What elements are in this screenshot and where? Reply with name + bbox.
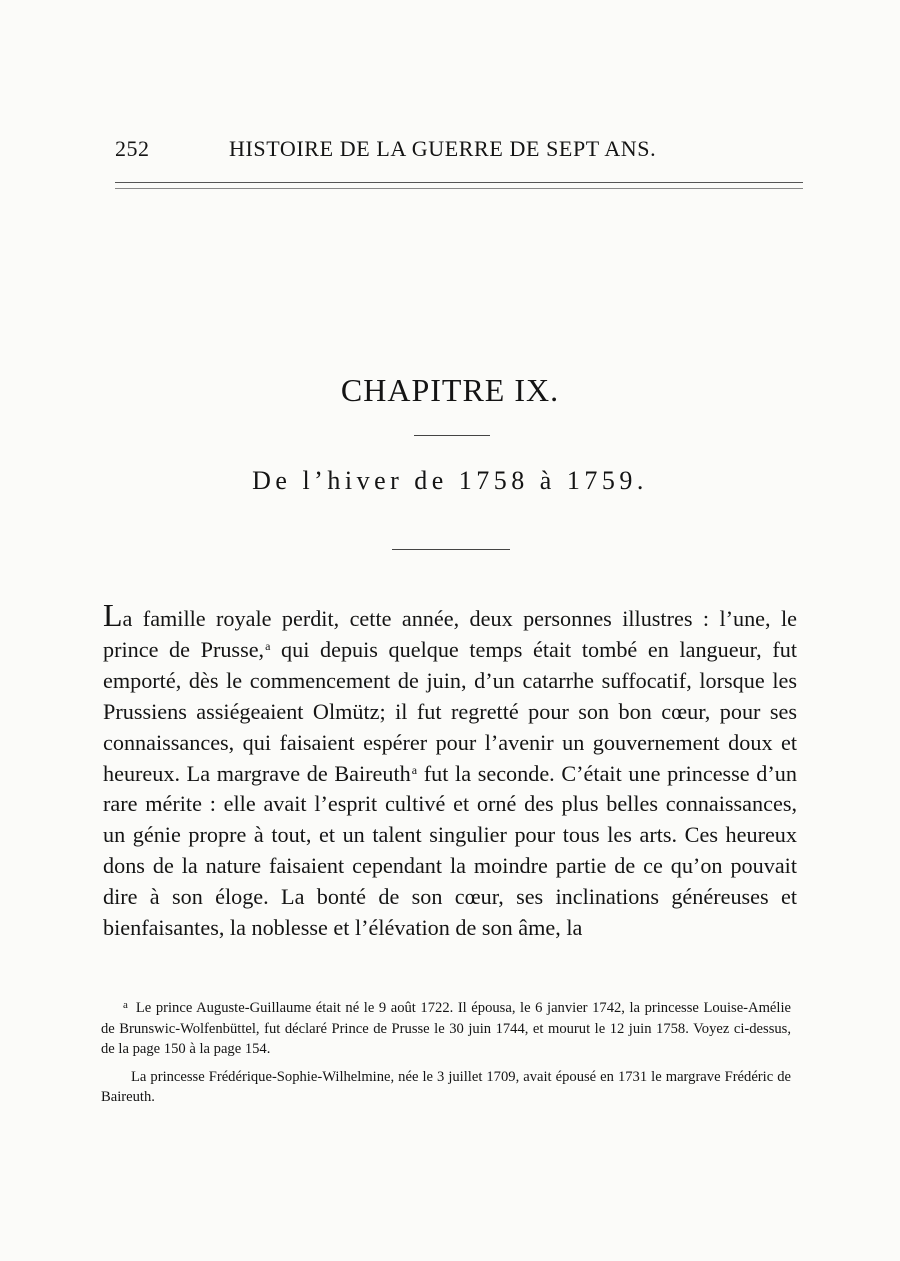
footnote-text: Le prince Auguste-Guillaume était né le 9 août 1722. Il épousa, le 6 janvier 1742, la princesse Louise-Amélie de Brunswic-Wolfenbüttel, fut déclaré Prince de Prusse le 30 juin 1744, et mourut le 12 juin 1758. Voyez ci-dessus, de la page 150 à la page 154. (101, 1000, 791, 1057)
page-number: 252 (115, 136, 150, 161)
footnote-text: La princesse Frédérique-Sophie-Wilhelmine, née le 3 juillet 1709, avait épousé en 1731 le margrave Frédéric de Baireuth. (101, 1068, 791, 1105)
body-paragraph (103, 597, 797, 944)
header-double-rule (115, 182, 803, 189)
body-text-part-1: a famille royale perdit, cette année, deux personnes illustres : l’une, le prince de Prusse, (103, 606, 797, 662)
footnote-reference: a (265, 638, 271, 653)
footnote (101, 995, 791, 1060)
running-title: HISTOIRE DE LA GUERRE DE SEPT ANS. (229, 136, 657, 161)
body-text-part-3: fut la seconde. C’était une princesse d’un rare mérite : elle avait l’esprit cultivé et orné des plus belles connaissances, un génie propre à tout, et un talent singulier pour tous les arts. Ces heureux dons de la nature faisaient cependant la moindre partie de ce qu’on pouvait dire à son éloge. La bonté de son cœur, ses inclinations généreuses et bienfaisantes, la noblesse et l’élévation de son âme, la (103, 760, 797, 941)
chapter-subtitle: De l’hiver de 1758 à 1759. (252, 466, 648, 495)
subtitle-divider (392, 549, 510, 550)
running-head (115, 136, 805, 170)
footnote-mark: a (123, 999, 128, 1011)
footnotes (101, 995, 791, 1112)
body-text-part-2: qui depuis quelque temps était tombé en langueur, fut emporté, dès le commencement de juin, d’un catarrhe suffocatif, lorsque les Prussiens assiégeaient Olmütz; il fut regretté pour son bon cœur, pour ses connaissances, qui faisaient espérer pour l’avenir un gouvernement doux et heureux. La margrave de Baireuth (103, 636, 797, 786)
chapter-title: CHAPITRE IX. (340, 372, 560, 408)
title-divider (414, 435, 490, 436)
footnote-reference: a (411, 762, 418, 777)
drop-initial: L (103, 597, 123, 633)
footnote (101, 1064, 791, 1108)
